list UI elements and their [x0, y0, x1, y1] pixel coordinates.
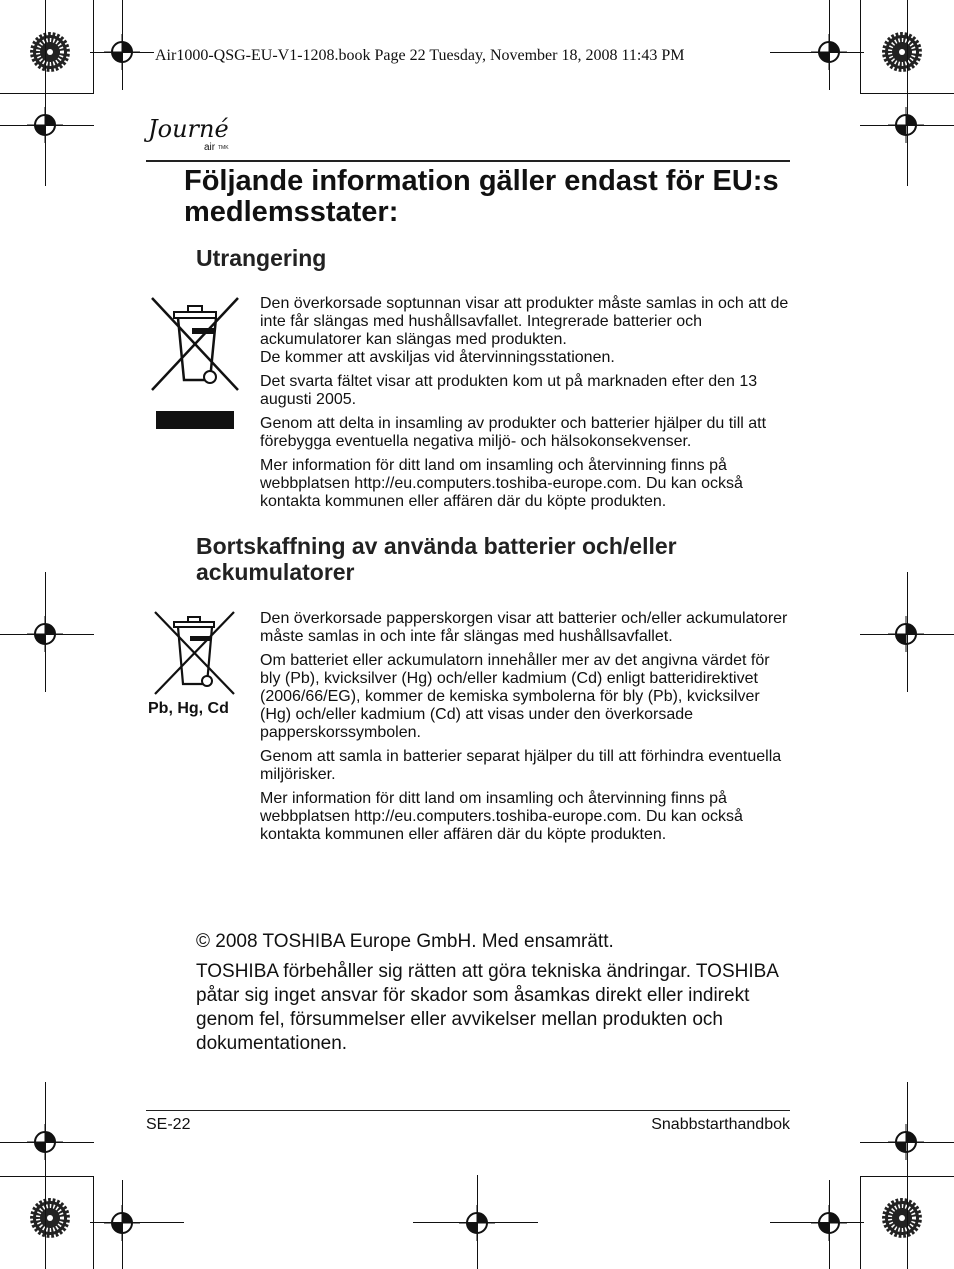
chemical-symbols-caption: Pb, Hg, Cd — [148, 700, 229, 717]
paragraph: Genom att samla in batterier separat hjälper du till att förhindra eventuella miljörisker. — [260, 748, 782, 783]
paragraph: Om batteriet eller ackumulatorn innehåller mer av det angivna värdet för bly (Pb), kvicksilver (Hg) och/eller kadmium (Cd) enligt batteridirektivet (2006/66/EG), kommer de kemiska symbolerna för bly (Pb), kvicksilver (Hg) och/eller kadmium (Cd) att visas under den överkorsade papperskorssymbolen. — [260, 652, 770, 741]
trim-line — [413, 1222, 538, 1223]
section-heading-batteries: Bortskaffning av använda batterier och/eller ackumulatorer — [196, 533, 677, 585]
trim-line — [770, 1222, 864, 1223]
paragraph: Den överkorsade soptunnan visar att produkter måste samlas in och att de inte får slängas med hushållsavfallet. Integrerade batterier och ackumulatorer kan slängas med produkten. — [260, 295, 789, 348]
section2-body — [260, 610, 790, 850]
black-bar-marker — [156, 411, 234, 429]
paragraph: Genom att delta in insamling av produkter och batterier hjälper du till att förebygga eventuella negativa miljö- och hälsokonsekvenser. — [260, 415, 767, 450]
trim-line — [477, 1175, 478, 1269]
trim-line — [122, 1180, 123, 1269]
paragraph: Den överkorsade papperskorgen visar att batterier och/eller ackumulatorer måste samlas in och inte får slängas med hushållsavfallet. — [260, 610, 788, 645]
trim-line — [860, 1142, 954, 1143]
section-heading-utrangering: Utrangering — [196, 245, 327, 271]
trim-line — [93, 0, 94, 94]
trim-line — [860, 0, 861, 94]
trim-line — [907, 572, 908, 692]
paragraph: De kommer att avskiljas vid återvinningsstationen. — [260, 349, 615, 366]
page-title: Följande information gäller endast för EU:s medlemsstater: — [184, 165, 779, 228]
trim-line — [907, 0, 908, 186]
logo-sub: air — [204, 142, 216, 153]
trim-line — [0, 1142, 94, 1143]
color-rosette-mark — [880, 30, 924, 74]
section1-body — [260, 295, 790, 517]
header-rule — [146, 160, 790, 162]
journe-air-logo — [146, 113, 236, 163]
trim-line — [860, 634, 954, 635]
crossed-out-bin-icon — [148, 296, 242, 396]
trim-line — [829, 0, 830, 90]
trim-line — [0, 125, 94, 126]
trim-line — [0, 634, 94, 635]
color-rosette-mark — [28, 1196, 72, 1240]
logo-script: Journé — [148, 115, 229, 143]
paragraph: Mer information för ditt land om insamling och återvinning finns på webbplatsen http://eu.computers.toshiba-europe.com. Du kan också kontakta kommunen eller affären där du köpte produkten. — [260, 457, 743, 510]
trim-line — [829, 1180, 830, 1269]
color-rosette-mark — [28, 30, 72, 74]
copyright-notice: © 2008 TOSHIBA Europe GmbH. Med ensamrätt. — [196, 931, 614, 952]
crossed-out-battery-bin-icon — [152, 610, 238, 698]
trim-line — [122, 0, 123, 90]
trim-line — [0, 93, 94, 94]
paragraph: Det svarta fältet visar att produkten kom ut på marknaden efter den 13 augusti 2005. — [260, 373, 758, 408]
trim-line — [860, 125, 954, 126]
trim-line — [45, 572, 46, 692]
footer-rule — [146, 1110, 790, 1111]
color-rosette-mark — [880, 1196, 924, 1240]
trim-line — [770, 52, 864, 53]
trim-line — [90, 1222, 184, 1223]
trim-line — [860, 1176, 954, 1177]
paragraph: Mer information för ditt land om insamling och återvinning finns på webbplatsen http://eu.computers.toshiba-europe.com. Du kan också kontakta kommunen eller affären där du köpte produkten. — [260, 790, 743, 843]
trim-line — [45, 0, 46, 186]
book-title: Snabbstarthandbok — [651, 1116, 790, 1133]
print-header: Air1000-QSG-EU-V1-1208.book Page 22 Tuesday, November 18, 2008 11:43 PM — [155, 47, 685, 64]
logo-tm: TMK — [218, 145, 229, 151]
disclaimer: TOSHIBA förbehåller sig rätten att göra tekniska ändringar. TOSHIBA påtar sig inget ansvar för skador som åsamkas direkt eller indirekt genom fel, försummelser eller avvikelser mellan produkten och dokumentationen. — [196, 961, 778, 1054]
page-number: SE-22 — [146, 1116, 191, 1133]
trim-line — [0, 1176, 94, 1177]
